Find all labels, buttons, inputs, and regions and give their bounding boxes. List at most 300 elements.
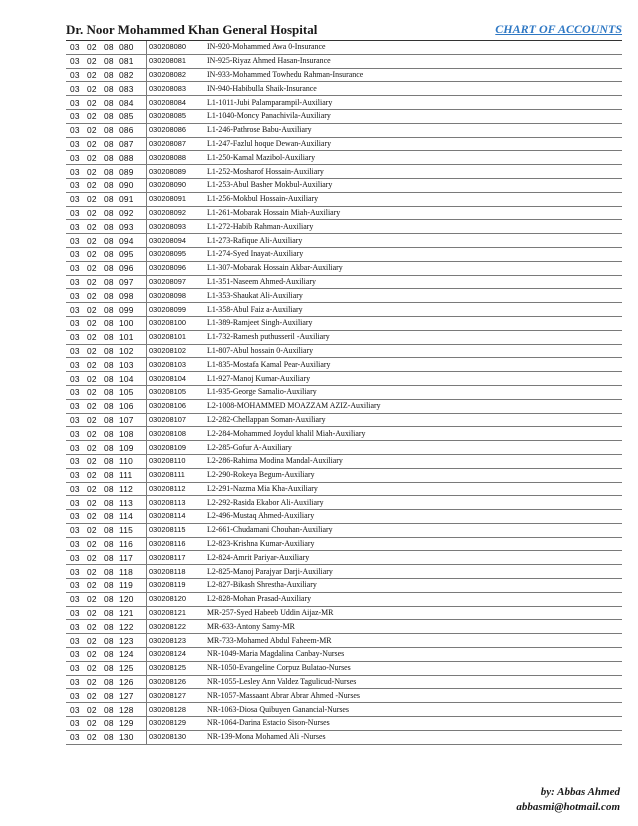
account-name: IN-920-Mohammed Awa 0-Insurance xyxy=(203,41,622,54)
table-row xyxy=(66,689,622,703)
segment-level-4: 080 xyxy=(119,42,134,53)
account-name: L1-252-Mosharof Hossain-Auxiliary xyxy=(203,165,622,179)
table-row xyxy=(66,399,622,413)
segment-level-3: 08 xyxy=(104,414,114,425)
account-segments xyxy=(66,137,147,151)
segment-level-1: 03 xyxy=(70,539,80,550)
table-row xyxy=(66,247,622,261)
segment-level-2: 02 xyxy=(87,138,97,149)
segment-level-2: 02 xyxy=(87,635,97,646)
chart-of-accounts-title: CHART OF ACCOUNTS xyxy=(495,22,622,36)
account-segments xyxy=(66,413,147,427)
account-name: L2-828-Mohan Prasad-Auxiliary xyxy=(203,592,622,606)
segment-level-3: 08 xyxy=(104,677,114,688)
segment-level-2: 02 xyxy=(87,552,97,563)
account-code: 030208104 xyxy=(147,372,204,386)
account-name: L1-307-Mobarak Hossain Akbar-Auxiliary xyxy=(203,261,622,275)
account-code: 030208100 xyxy=(147,316,204,330)
segment-level-3: 08 xyxy=(104,290,114,301)
segment-level-4: 082 xyxy=(119,69,134,80)
segment-level-2: 02 xyxy=(87,359,97,370)
hospital-name: Dr. Noor Mohammed Khan General Hospital xyxy=(66,22,318,37)
segment-level-4: 127 xyxy=(119,690,134,701)
account-segments xyxy=(66,123,147,137)
segment-level-3: 08 xyxy=(104,732,114,743)
account-name: L2-291-Nazma Mia Kha-Auxiliary xyxy=(203,482,622,496)
segment-level-4: 113 xyxy=(119,497,133,508)
table-row xyxy=(66,537,622,551)
account-segments xyxy=(66,316,147,330)
account-segments xyxy=(66,717,147,731)
segment-level-2: 02 xyxy=(87,194,97,205)
segment-level-3: 08 xyxy=(104,180,114,191)
account-code: 030208111 xyxy=(147,468,204,482)
segment-level-2: 02 xyxy=(87,332,97,343)
account-segments xyxy=(66,454,147,468)
segment-level-1: 03 xyxy=(70,263,80,274)
table-row xyxy=(66,330,622,344)
account-name: L1-253-Abul Basher Mokbul-Auxiliary xyxy=(203,178,622,192)
account-segments xyxy=(66,261,147,275)
table-row xyxy=(66,358,622,372)
segment-level-3: 08 xyxy=(104,663,114,674)
table-row xyxy=(66,496,622,510)
table-row xyxy=(66,192,622,206)
segment-level-4: 114 xyxy=(119,511,133,522)
segment-level-4: 121 xyxy=(119,608,134,619)
table-row xyxy=(66,565,622,579)
account-segments xyxy=(66,675,147,689)
account-code: 030208092 xyxy=(147,206,204,220)
table-row xyxy=(66,123,622,137)
account-name: L1-247-Fazlul hoque Dewan-Auxiliary xyxy=(203,137,622,151)
segment-level-3: 08 xyxy=(104,621,114,632)
account-segments xyxy=(66,468,147,482)
segment-level-2: 02 xyxy=(87,180,97,191)
account-segments xyxy=(66,523,147,537)
table-row xyxy=(66,648,622,662)
account-code: 030208109 xyxy=(147,441,204,455)
account-code: 030208118 xyxy=(147,565,204,579)
account-name: L1-246-Pathrose Babu-Auxiliary xyxy=(203,123,622,137)
account-segments xyxy=(66,247,147,261)
segment-level-3: 08 xyxy=(104,608,114,619)
table-row xyxy=(66,68,622,82)
segment-level-3: 08 xyxy=(104,718,114,729)
segment-level-3: 08 xyxy=(104,111,114,122)
segment-level-2: 02 xyxy=(87,470,97,481)
segment-level-1: 03 xyxy=(70,304,80,315)
segment-level-3: 08 xyxy=(104,594,114,605)
segment-level-4: 092 xyxy=(119,207,134,218)
table-row xyxy=(66,303,622,317)
account-code: 030208103 xyxy=(147,358,204,372)
segment-level-2: 02 xyxy=(87,401,97,412)
account-name: L2-285-Gofur A-Auxiliary xyxy=(203,441,622,455)
segment-level-4: 086 xyxy=(119,125,134,136)
account-name: L1-273-Rafique Ali-Auxiliary xyxy=(203,234,622,248)
accounts-table xyxy=(66,41,622,745)
account-name: IN-933-Mohammed Towhedu Rahman-Insurance xyxy=(203,68,622,82)
segment-level-1: 03 xyxy=(70,456,80,467)
segment-level-3: 08 xyxy=(104,97,114,108)
segment-level-1: 03 xyxy=(70,125,80,136)
segment-level-2: 02 xyxy=(87,456,97,467)
account-segments xyxy=(66,330,147,344)
table-row xyxy=(66,427,622,441)
account-name: MR-257-Syed Habeeb Uddin Aijaz-MR xyxy=(203,606,622,620)
table-row xyxy=(66,372,622,386)
account-name: L1-351-Naseem Ahmed-Auxiliary xyxy=(203,275,622,289)
account-name: L1-358-Abul Faiz a-Auxiliary xyxy=(203,303,622,317)
segment-level-4: 122 xyxy=(119,621,134,632)
account-name: L1-353-Shaukat Ali-Auxiliary xyxy=(203,289,622,303)
segment-level-1: 03 xyxy=(70,414,80,425)
segment-level-1: 03 xyxy=(70,621,80,632)
segment-level-2: 02 xyxy=(87,566,97,577)
account-name: MR-633-Antony Samy-MR xyxy=(203,620,622,634)
segment-level-4: 093 xyxy=(119,221,134,232)
account-code: 030208087 xyxy=(147,137,204,151)
account-segments xyxy=(66,41,147,54)
table-row xyxy=(66,579,622,593)
account-name: L2-823-Krishna Kumar-Auxiliary xyxy=(203,537,622,551)
account-code: 030208115 xyxy=(147,523,204,537)
account-name: L1-389-Ramjeet Singh-Auxiliary xyxy=(203,316,622,330)
account-name: NR-1055-Lesley Ann Valdez Tagulicud-Nurses xyxy=(203,675,622,689)
segment-level-4: 102 xyxy=(119,345,134,356)
account-segments xyxy=(66,648,147,662)
account-code: 030208086 xyxy=(147,123,204,137)
account-code: 030208090 xyxy=(147,178,204,192)
account-code: 030208099 xyxy=(147,303,204,317)
segment-level-2: 02 xyxy=(87,580,97,591)
segment-level-4: 119 xyxy=(119,580,133,591)
table-row xyxy=(66,717,622,731)
segment-level-3: 08 xyxy=(104,373,114,384)
account-segments xyxy=(66,565,147,579)
segment-level-4: 087 xyxy=(119,138,134,149)
account-segments xyxy=(66,82,147,96)
account-segments xyxy=(66,551,147,565)
table-row xyxy=(66,413,622,427)
account-code: 030208094 xyxy=(147,234,204,248)
segment-level-3: 08 xyxy=(104,580,114,591)
segment-level-1: 03 xyxy=(70,511,80,522)
account-code: 030208098 xyxy=(147,289,204,303)
segment-level-1: 03 xyxy=(70,221,80,232)
segment-level-4: 125 xyxy=(119,663,134,674)
account-segments xyxy=(66,220,147,234)
segment-level-4: 130 xyxy=(119,732,134,743)
segment-level-3: 08 xyxy=(104,235,114,246)
account-segments xyxy=(66,303,147,317)
account-segments xyxy=(66,496,147,510)
author-credit: by: Abbas Ahmed xyxy=(540,786,620,798)
segment-level-4: 091 xyxy=(119,194,134,205)
account-code: 030208108 xyxy=(147,427,204,441)
segment-level-4: 098 xyxy=(119,290,134,301)
segment-level-2: 02 xyxy=(87,649,97,660)
account-segments xyxy=(66,399,147,413)
account-code: 030208095 xyxy=(147,247,204,261)
segment-level-4: 088 xyxy=(119,152,134,163)
account-segments xyxy=(66,275,147,289)
account-name: L2-282-Chellappan Soman-Auxiliary xyxy=(203,413,622,427)
segment-level-2: 02 xyxy=(87,525,97,536)
table-row xyxy=(66,385,622,399)
segment-level-3: 08 xyxy=(104,304,114,315)
segment-level-4: 083 xyxy=(119,83,134,94)
account-code: 030208129 xyxy=(147,717,204,731)
account-name: IN-940-Habibulla Shaik-Insurance xyxy=(203,82,622,96)
account-name: L1-256-Mokbul Hossain-Auxiliary xyxy=(203,192,622,206)
segment-level-1: 03 xyxy=(70,194,80,205)
account-code: 030208110 xyxy=(147,454,204,468)
segment-level-1: 03 xyxy=(70,677,80,688)
account-code: 030208121 xyxy=(147,606,204,620)
account-name: L2-292-Rasida Ekabor Ali-Auxiliary xyxy=(203,496,622,510)
segment-level-3: 08 xyxy=(104,138,114,149)
table-row xyxy=(66,468,622,482)
segment-level-1: 03 xyxy=(70,608,80,619)
segment-level-1: 03 xyxy=(70,69,80,80)
segment-level-3: 08 xyxy=(104,152,114,163)
account-code: 030208091 xyxy=(147,192,204,206)
segment-level-2: 02 xyxy=(87,414,97,425)
segment-level-4: 110 xyxy=(119,456,133,467)
segment-level-1: 03 xyxy=(70,318,80,329)
account-segments xyxy=(66,68,147,82)
account-code: 030208122 xyxy=(147,620,204,634)
segment-level-4: 100 xyxy=(119,318,134,329)
account-name: L1-835-Mostafa Kamal Pear-Auxiliary xyxy=(203,358,622,372)
account-name: L2-286-Rahima Modina Mandal-Auxiliary xyxy=(203,454,622,468)
account-code: 030208117 xyxy=(147,551,204,565)
segment-level-2: 02 xyxy=(87,345,97,356)
table-row xyxy=(66,96,622,110)
account-code: 030208084 xyxy=(147,96,204,110)
account-code: 030208105 xyxy=(147,385,204,399)
table-row xyxy=(66,634,622,648)
segment-level-2: 02 xyxy=(87,428,97,439)
segment-level-4: 117 xyxy=(119,552,133,563)
segment-level-3: 08 xyxy=(104,387,114,398)
account-segments xyxy=(66,620,147,634)
segment-level-2: 02 xyxy=(87,318,97,329)
segment-level-2: 02 xyxy=(87,83,97,94)
account-segments xyxy=(66,151,147,165)
segment-level-3: 08 xyxy=(104,690,114,701)
account-code: 030208127 xyxy=(147,689,204,703)
segment-level-2: 02 xyxy=(87,677,97,688)
account-code: 030208123 xyxy=(147,634,204,648)
account-segments xyxy=(66,96,147,110)
segment-level-2: 02 xyxy=(87,207,97,218)
segment-level-1: 03 xyxy=(70,56,80,67)
segment-level-4: 128 xyxy=(119,704,134,715)
account-code: 030208089 xyxy=(147,165,204,179)
account-name: L2-827-Bikash Shrestha-Auxiliary xyxy=(203,579,622,593)
table-row xyxy=(66,234,622,248)
segment-level-3: 08 xyxy=(104,635,114,646)
account-name: IN-925-Riyaz Ahmed Hasan-Insurance xyxy=(203,54,622,68)
account-name: L1-250-Kamal Mazibol-Auxiliary xyxy=(203,151,622,165)
account-code: 030208124 xyxy=(147,648,204,662)
segment-level-4: 124 xyxy=(119,649,134,660)
segment-level-1: 03 xyxy=(70,166,80,177)
segment-level-3: 08 xyxy=(104,442,114,453)
segment-level-3: 08 xyxy=(104,83,114,94)
segment-level-3: 08 xyxy=(104,42,114,53)
account-segments xyxy=(66,634,147,648)
segment-level-3: 08 xyxy=(104,125,114,136)
segment-level-2: 02 xyxy=(87,690,97,701)
segment-level-1: 03 xyxy=(70,97,80,108)
account-code: 030208083 xyxy=(147,82,204,96)
account-segments xyxy=(66,730,147,744)
segment-level-3: 08 xyxy=(104,566,114,577)
account-code: 030208096 xyxy=(147,261,204,275)
segment-level-4: 115 xyxy=(119,525,133,536)
account-name: MR-733-Mohamed Abdul Faheem-MR xyxy=(203,634,622,648)
account-name: L1-935-George Samalio-Auxiliary xyxy=(203,385,622,399)
table-row xyxy=(66,82,622,96)
segment-level-2: 02 xyxy=(87,497,97,508)
segment-level-3: 08 xyxy=(104,649,114,660)
table-row xyxy=(66,54,622,68)
account-name: NR-1049-Maria Magdalina Canbay-Nurses xyxy=(203,648,622,662)
segment-level-4: 105 xyxy=(119,387,134,398)
segment-level-3: 08 xyxy=(104,539,114,550)
account-name: L1-807-Abul hossain 0-Auxiliary xyxy=(203,344,622,358)
segment-level-2: 02 xyxy=(87,373,97,384)
account-segments xyxy=(66,385,147,399)
segment-level-2: 02 xyxy=(87,56,97,67)
segment-level-3: 08 xyxy=(104,470,114,481)
segment-level-2: 02 xyxy=(87,594,97,605)
account-segments xyxy=(66,537,147,551)
segment-level-4: 084 xyxy=(119,97,134,108)
segment-level-4: 104 xyxy=(119,373,134,384)
table-row xyxy=(66,41,622,54)
account-segments xyxy=(66,178,147,192)
segment-level-1: 03 xyxy=(70,235,80,246)
table-row xyxy=(66,441,622,455)
segment-level-4: 099 xyxy=(119,304,134,315)
table-row xyxy=(66,344,622,358)
account-segments xyxy=(66,54,147,68)
segment-level-1: 03 xyxy=(70,594,80,605)
account-code: 030208125 xyxy=(147,661,204,675)
account-name: L2-290-Rokeya Begum-Auxiliary xyxy=(203,468,622,482)
table-row xyxy=(66,206,622,220)
segment-level-2: 02 xyxy=(87,111,97,122)
segment-level-2: 02 xyxy=(87,69,97,80)
account-segments xyxy=(66,606,147,620)
segment-level-2: 02 xyxy=(87,663,97,674)
segment-level-4: 094 xyxy=(119,235,134,246)
segment-level-1: 03 xyxy=(70,180,80,191)
segment-level-1: 03 xyxy=(70,42,80,53)
segment-level-1: 03 xyxy=(70,249,80,260)
segment-level-1: 03 xyxy=(70,152,80,163)
account-segments xyxy=(66,579,147,593)
segment-level-2: 02 xyxy=(87,276,97,287)
segment-level-4: 120 xyxy=(119,594,134,605)
segment-level-3: 08 xyxy=(104,525,114,536)
segment-level-3: 08 xyxy=(104,332,114,343)
account-name: L1-927-Manoj Kumar-Auxiliary xyxy=(203,372,622,386)
segment-level-1: 03 xyxy=(70,483,80,494)
account-name: NR-1063-Diosa Quibuyen Ganancial-Nurses xyxy=(203,703,622,717)
account-segments xyxy=(66,165,147,179)
account-code: 030208113 xyxy=(147,496,204,510)
segment-level-1: 03 xyxy=(70,649,80,660)
table-row xyxy=(66,289,622,303)
table-row xyxy=(66,675,622,689)
segment-level-4: 107 xyxy=(119,414,134,425)
account-code: 030208088 xyxy=(147,151,204,165)
segment-level-1: 03 xyxy=(70,83,80,94)
account-segments xyxy=(66,358,147,372)
segment-level-3: 08 xyxy=(104,207,114,218)
page-footer xyxy=(516,785,620,815)
table-row xyxy=(66,220,622,234)
segment-level-3: 08 xyxy=(104,69,114,80)
segment-level-2: 02 xyxy=(87,263,97,274)
account-code: 030208120 xyxy=(147,592,204,606)
segment-level-3: 08 xyxy=(104,401,114,412)
account-name: L1-732-Ramesh puthusseril -Auxiliary xyxy=(203,330,622,344)
segment-level-4: 103 xyxy=(119,359,134,370)
segment-level-2: 02 xyxy=(87,732,97,743)
segment-level-3: 08 xyxy=(104,249,114,260)
segment-level-4: 096 xyxy=(119,263,134,274)
segment-level-3: 08 xyxy=(104,483,114,494)
segment-level-1: 03 xyxy=(70,345,80,356)
account-segments xyxy=(66,427,147,441)
account-name: L1-274-Syed Inayat-Auxiliary xyxy=(203,247,622,261)
segment-level-3: 08 xyxy=(104,428,114,439)
segment-level-1: 03 xyxy=(70,387,80,398)
table-row xyxy=(66,151,622,165)
table-row xyxy=(66,703,622,717)
table-row xyxy=(66,510,622,524)
account-segments xyxy=(66,689,147,703)
account-name: L2-824-Amrit Pariyar-Auxiliary xyxy=(203,551,622,565)
segment-level-3: 08 xyxy=(104,166,114,177)
segment-level-2: 02 xyxy=(87,249,97,260)
segment-level-2: 02 xyxy=(87,304,97,315)
account-name: L1-272-Habib Rahman-Auxiliary xyxy=(203,220,622,234)
segment-level-4: 101 xyxy=(119,332,134,343)
segment-level-1: 03 xyxy=(70,442,80,453)
table-row xyxy=(66,165,622,179)
segment-level-1: 03 xyxy=(70,566,80,577)
account-segments xyxy=(66,372,147,386)
segment-level-4: 095 xyxy=(119,249,134,260)
table-row xyxy=(66,275,622,289)
segment-level-4: 116 xyxy=(119,539,133,550)
segment-level-3: 08 xyxy=(104,704,114,715)
segment-level-1: 03 xyxy=(70,401,80,412)
account-code: 030208080 xyxy=(147,41,204,54)
segment-level-1: 03 xyxy=(70,704,80,715)
segment-level-2: 02 xyxy=(87,621,97,632)
account-segments xyxy=(66,234,147,248)
segment-level-3: 08 xyxy=(104,194,114,205)
